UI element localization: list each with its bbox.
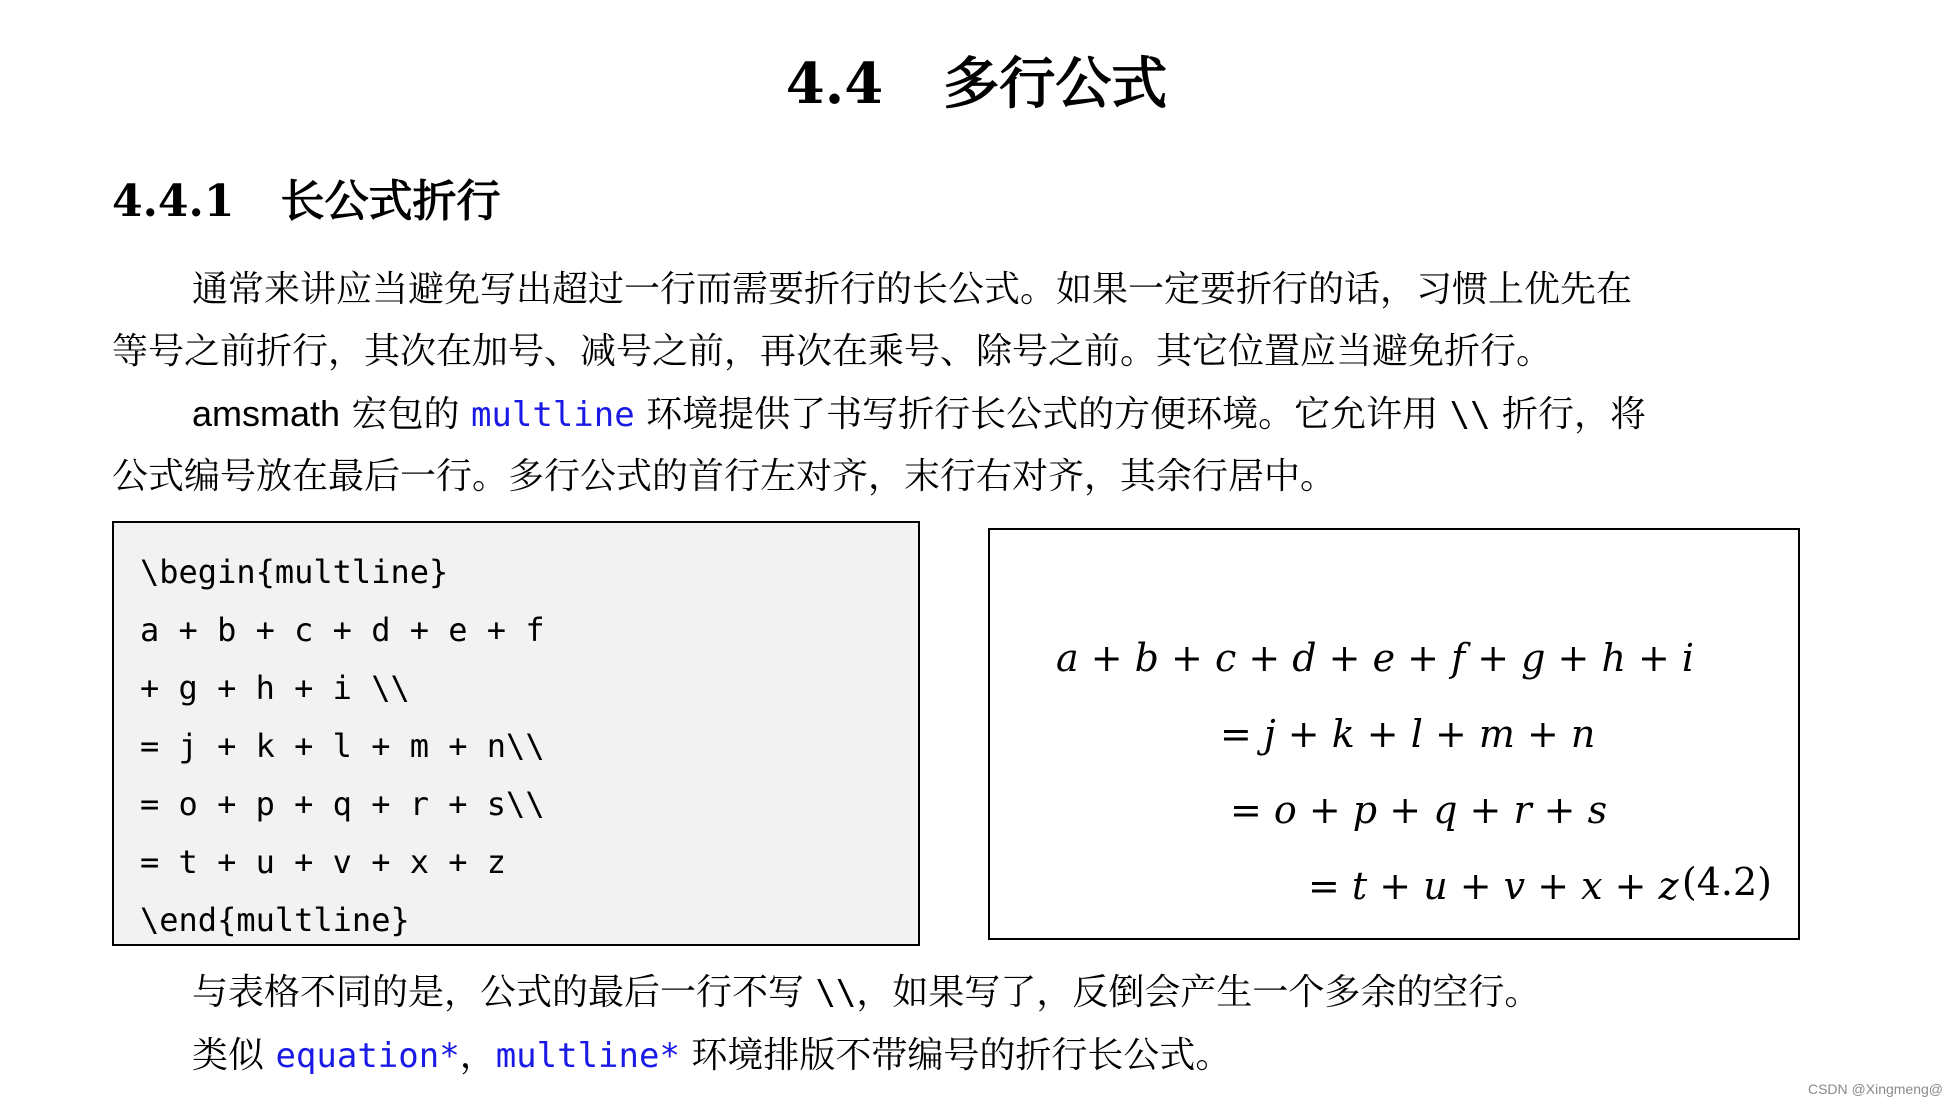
equation-line-3: = o + p + q + r + s	[1230, 788, 1608, 832]
equation-line-4: = t + u + v + x + z	[1308, 864, 1679, 908]
code-listing	[112, 521, 920, 946]
text-fragment: 环境排版不带编号的折行长公式。	[679, 1035, 1232, 1076]
code-line: = o + p + q + r + s\\	[140, 785, 545, 823]
paragraph-multline	[112, 383, 1802, 508]
env-multline-star: multline*	[495, 1036, 680, 1076]
chapter-number: 4.4	[785, 51, 884, 117]
paragraph-intro	[112, 259, 1802, 383]
watermark: CSDN @Xingmeng@	[1807, 1081, 1943, 1097]
linebreak-command: \\	[815, 973, 857, 1013]
paragraph-starred	[112, 1025, 1802, 1087]
text-fragment: 类似	[192, 1035, 276, 1076]
text-fragment: 折行，将	[1490, 394, 1646, 435]
text-fragment: 与表格不同的是，公式的最后一行不写	[192, 972, 816, 1013]
paragraph-note	[112, 962, 1802, 1024]
env-multline: multline	[470, 395, 635, 435]
package-name: amsmath	[192, 393, 341, 434]
paragraph-intro-line2: 等号之前折行，其次在加号、减号之前，再次在乘号、除号之前。其它位置应当避免折行。	[112, 331, 1553, 372]
section-heading: 长公式折行	[280, 176, 501, 227]
rendered-output	[988, 528, 1800, 940]
code-line: = t + u + v + x + z	[140, 843, 507, 881]
code-line: \begin{multline}	[140, 553, 449, 591]
env-equation-star: equation*	[275, 1036, 460, 1076]
equation-line-2: = j + k + l + m + n	[1220, 712, 1596, 756]
chapter-heading: 多行公式	[943, 51, 1168, 117]
code-line: + g + h + i \\	[140, 669, 410, 707]
linebreak-command: \\	[1449, 395, 1491, 435]
text-fragment: 环境提供了书写折行长公式的方便环境。它允许用	[634, 394, 1450, 435]
paragraph-multline-line1	[112, 383, 1802, 446]
paragraph-intro-line1: 通常来讲应当避免写出超过一行而需要折行的长公式。如果一定要折行的话，习惯上优先在	[192, 269, 1633, 310]
chapter-title	[0, 40, 1953, 120]
text-fragment: ，	[459, 1035, 496, 1076]
section-number: 4.4.1	[112, 176, 235, 227]
code-line: a + b + c + d + e + f	[140, 611, 545, 649]
code-line: = j + k + l + m + n\\	[140, 727, 545, 765]
equation-number: (4.2)	[1681, 860, 1772, 904]
text-fragment: ，如果写了，反倒会产生一个多余的空行。	[856, 972, 1541, 1013]
text-fragment: 宏包的	[340, 394, 471, 435]
section-title	[112, 165, 500, 229]
paragraph-multline-line2: 公式编号放在最后一行。多行公式的首行左对齐，末行右对齐，其余行居中。	[112, 456, 1337, 497]
code-line: \end{multline}	[140, 901, 410, 939]
equation-line-1: a + b + c + d + e + f + g + h + i	[1056, 636, 1695, 680]
